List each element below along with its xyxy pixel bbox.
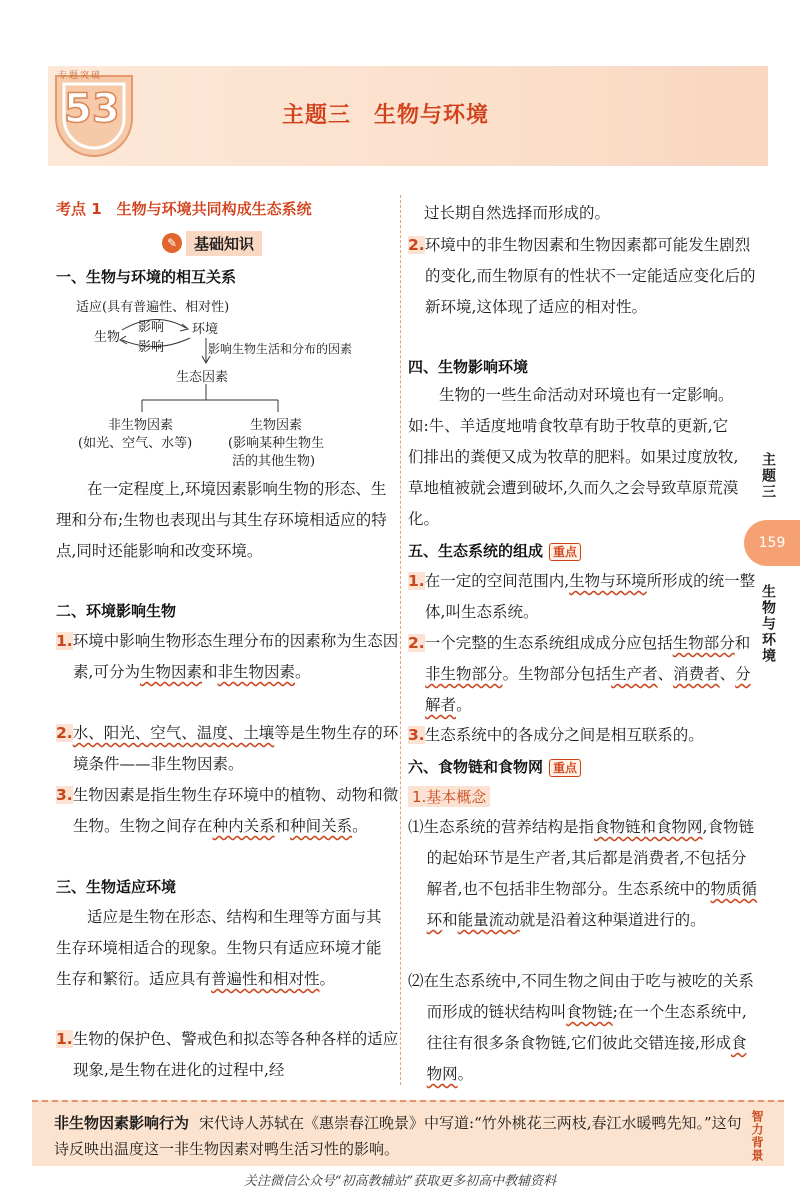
section-3-title: 三、生物适应环境 — [56, 878, 177, 896]
item-number: 2. — [408, 634, 425, 652]
term-universality: 普遍性和相对性 — [211, 970, 320, 988]
s2-item-2-text: 等是生物生存的环境条件——非生物因素。 — [73, 724, 399, 773]
s2-item-3-and: 和 — [274, 817, 291, 835]
basic-knowledge-label: 基础知识 — [186, 231, 262, 256]
s6-item-1 — [408, 812, 761, 936]
term-material-cycle: 物质循环 — [426, 880, 758, 929]
diagram-factor-note: 影响生物生活和分布的因素 — [208, 342, 353, 356]
s5-item-1-text: 在一定的空间范围内, — [424, 572, 570, 590]
s5-item-2-end: 。 — [456, 696, 472, 714]
continued-text: 过长期自然选择而形成的。 — [424, 204, 611, 222]
item-number: 3. — [56, 786, 73, 804]
s2-item-3 — [56, 780, 405, 842]
s5-item-1-end: 所形成的统一整体,叫生态系统。 — [425, 572, 756, 621]
term-conditions: 水、阳光、空气、温度、土壤 — [72, 724, 275, 742]
diagram-eco-factor: 生态因素 — [176, 370, 229, 385]
sep-1: 、 — [657, 665, 674, 683]
diagram-biotic-example-2: 活的其他生物) — [232, 454, 316, 469]
section-5-title — [408, 540, 581, 561]
diagram-influence-1: 影响 — [138, 320, 165, 335]
s5-item-2 — [408, 628, 759, 721]
item-number: 3. — [408, 726, 425, 744]
s2-item-2 — [56, 718, 405, 780]
term-decomposer: 分解者 — [425, 665, 751, 714]
s4-paragraph: 生物的一些生命活动对环境也有一定影响。如:牛、羊适度地啃食牧草有助于牧草的更新,它们排出的粪便又成为牧草的肥料。如果过度放牧,草地植被就会遭到破坏,久而久之会导致草原荒漠化。 — [408, 386, 739, 528]
s6-item-2-end: 。 — [457, 1065, 474, 1083]
s6-item-2 — [408, 966, 761, 1090]
footer-text: 宋代诗人苏轼在《惠崇春江晚景》中写道:“竹外桃花三两枝,春江水暖鸭先知。”这句诗反映出温度这一非生物因素对鸭生活习性的影响。 — [54, 1114, 742, 1158]
pen-icon: ✎ — [162, 233, 182, 253]
term-biotic-part: 生物部分 — [672, 634, 735, 652]
footer-tag: 智力背景 — [750, 1110, 764, 1162]
s6-item-1-and: 和 — [442, 911, 458, 929]
page-title: 主题三 生物与环境 — [282, 103, 490, 128]
item-number: 2. — [408, 236, 425, 254]
s5-item-2-text: 一个完整的生态系统组成成分应包括 — [424, 634, 673, 652]
s6-item-1-mid: ,食物链的起始环节是生产者,其后都是消费者,不包括分解者,也不包括非生物部分。生态系统中的 — [426, 818, 754, 898]
item-number: 1. — [408, 572, 425, 590]
s3-item-1-text: 生物的保护色、警戒色和拟态等各种各样的适应现象,是生物在进化的过程中,经 — [72, 1030, 399, 1079]
diagram-abiotic-example: (如光、空气、水等) — [78, 436, 193, 451]
term-food-web: 食物网 — [426, 1034, 747, 1083]
term-food-chain-web: 食物链和食物网 — [594, 818, 703, 836]
section-1-title: 一、生物与环境的相互关系 — [56, 268, 237, 286]
diagram-abiotic: 非生物因素 — [108, 418, 174, 433]
bottom-note: 关注微信公众号“初高教辅站”获取更多初高中教辅资料 — [243, 1174, 557, 1189]
diagram-biotic-example-1: (影响某种生物生 — [228, 436, 325, 451]
logo-number: 53 — [64, 86, 120, 132]
s5-item-2-mid: 。生物部分包括 — [502, 665, 612, 683]
sep-2: 、 — [719, 665, 736, 683]
footer-label: 非生物因素影响行为 — [54, 1114, 190, 1132]
item-number: 1. — [56, 632, 73, 650]
s3-paragraph-end: 。 — [319, 970, 336, 988]
section-6-title — [408, 756, 581, 777]
s5-item-1 — [408, 566, 759, 628]
basic-knowledge-tag — [162, 230, 262, 256]
s5-item-3-text: 生态系统中的各成分之间是相互联系的。 — [424, 726, 704, 744]
s6-item-2-text: ⑵在生态系统中,不同生物之间由于吃与被吃的关系而形成的链状结构叫 — [408, 972, 754, 1021]
side-topic: 主题三 — [760, 452, 776, 500]
diagram-influence-2: 影响 — [138, 340, 165, 355]
item-number: 2. — [56, 724, 73, 742]
term-producer: 生产者 — [611, 665, 658, 683]
section-2-title: 二、环境影响生物 — [56, 602, 177, 620]
page-number: 159 — [744, 520, 800, 566]
s2-item-1-and: 和 — [202, 663, 218, 681]
s2-item-3-text: 生物因素是指生物生存环境中的植物、动物和微生物。生物之间存在 — [72, 786, 399, 835]
section-4-title: 四、生物影响环境 — [408, 358, 529, 376]
term-biotic: 生物因素 — [139, 663, 202, 681]
term-organism-environment: 生物与环境 — [569, 572, 647, 590]
paragraph-1: 在一定程度上,环境因素影响生物的形态、生理和分布;生物也表现出与其生存环境相适应的特点,同时还能影响和改变环境。 — [56, 480, 387, 560]
term-intraspecific: 种内关系 — [212, 817, 275, 835]
s2-item-3-end: 。 — [352, 817, 368, 835]
s3-paragraph-text: 适应是生物在形态、结构和生理等方面与其生存环境相适合的现象。生物只有适应环境才能生存和繁衍。适应具有 — [56, 908, 382, 988]
s3-item-1 — [56, 1024, 405, 1086]
s2-item-1 — [56, 626, 405, 688]
column-divider — [400, 195, 401, 1085]
term-interspecific: 种间关系 — [290, 817, 353, 835]
s6-item-1-end: 就是沿着这种渠道进行的。 — [519, 911, 706, 929]
diagram-adapt: 适应(具有普遍性、相对性) — [76, 300, 230, 315]
s3-paragraph — [56, 902, 388, 995]
kaodian-title: 考点 1 生物与环境共同构成生态系统 — [56, 200, 312, 218]
s3-item-2 — [408, 230, 759, 323]
focus-badge: 重点 — [549, 759, 581, 777]
diagram-biotic: 生物因素 — [250, 418, 303, 433]
s5-item-3 — [408, 720, 759, 751]
term-energy-flow: 能量流动 — [457, 911, 520, 929]
section-6-title-text: 六、食物链和食物网 — [408, 758, 544, 776]
focus-badge: 重点 — [549, 543, 581, 561]
section-5-title-text: 五、生态系统的组成 — [408, 542, 544, 560]
logo-top-text: 专题突破 — [58, 71, 103, 81]
side-title: 生物与环境 — [760, 584, 776, 664]
s6-item-1-text: ⑴生态系统的营养结构是指 — [408, 818, 595, 836]
diagram-organism: 生物 — [94, 330, 121, 345]
s6-subtitle: 1.基本概念 — [408, 786, 490, 807]
term-food-chain: 食物链 — [566, 1003, 613, 1021]
s5-item-2-and: 和 — [734, 634, 751, 652]
term-abiotic: 非生物因素 — [217, 663, 296, 681]
term-consumer: 消费者 — [673, 665, 720, 683]
s2-item-1-text: 环境中影响生物形态生理分布的因素称为生态因素,可分为 — [72, 632, 399, 681]
diagram-environment: 环境 — [192, 322, 219, 337]
term-abiotic-part: 非生物部分 — [425, 665, 503, 683]
s6-item-2-mid: ;在一个生态系统中,往往有很多条食物链,它们彼此交错连接,形成 — [426, 1003, 747, 1052]
s2-item-1-end: 。 — [295, 663, 311, 681]
relation-diagram — [56, 292, 386, 472]
s3-item-2-text: 环境中的非生物因素和生物因素都可能发生剧烈的变化,而生物原有的性状不一定能适应变化后的新环境,这体现了适应的相对性。 — [424, 236, 756, 316]
footer-text-block — [54, 1110, 742, 1162]
item-number: 1. — [56, 1030, 73, 1048]
